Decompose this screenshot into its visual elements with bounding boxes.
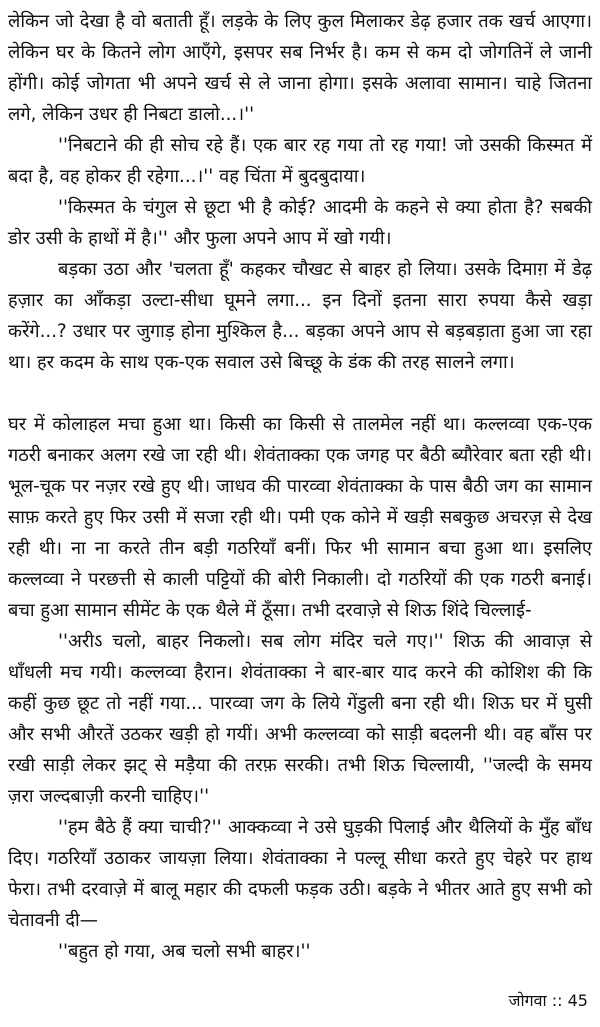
- paragraph-8: ''बहुत हो गया, अब चलो सभी बाहर।'': [58, 941, 311, 962]
- paragraph-5: घर में कोलाहल मचा हुआ था। किसी का किसी से तालमेल नहीं था। कल्लव्वा एक-एक गठरी बनाकर अलग रखे जा रही थी। शेवंताक्का एक जगह पर बैठी ब्यौरेवार बता रही थी। भूल-चूक पर नज़र रखे हुए थी। जाधव की पारव्वा शेवंताक्का के पास बैठी जग का सामान साफ़ करते हुए फिर उसी में सजा रही थी। पमी एक कोने में खड़ी सबकुछ अचरज़ से देख रही थी। ना ना करते तीन बड़ी गठरियाँ बनीं। फिर भी सामान बचा हुआ था। इसलिए कल्लव्वा ने परछत्ती से काली पट्टियों की बोरी निकाली। दो गठरियों की एक गठरी बनाई। बचा हुआ सामान सीमेंट के एक थैले में ठूँसा। तभी दरवाज़े से शिऊ शिंदे चिल्लाई-: [8, 414, 592, 621]
- page-folio: जोगवा :: 45: [508, 991, 588, 1010]
- paragraph-2: ''निबटाने की ही सोच रहे हैं। एक बार रह गया तो रह गया! जो उसकी किस्मत में बदा है, वह होकर ही रहेगा...।'' वह चिंता में बुदबुदाया।: [8, 135, 592, 187]
- paragraph-6: ''अरीऽ चलो, बाहर निकलो। सब लोग मंदिर चले गए।'' शिऊ की आवाज़ से धाँधली मच गयी। कल्लव्वा हैरान। शेवंताक्का ने बार-बार याद करने की कोशिश की कि कहीं कुछ छूट तो नहीं गया... पारव्वा जग के लिये गेंडुली बना रही थी। शिऊ घर में घुसी और सभी औरतें उठकर खड़ी हो गयीं। अभी कल्लव्वा को साड़ी बदलनी थी। वह बाँस पर रखी साड़ी लेकर झट् से मड़ैया की तरफ़ सरकी। तभी शिऊ चिल्लायी, ''जल्दी के समय ज़रा जल्दबाज़ी करनी चाहिए।'': [8, 631, 592, 807]
- text-section-2: [8, 409, 592, 967]
- text-section-1: [8, 6, 592, 378]
- paragraph-1: लेकिन जो देखा है वो बताती हूँ। लड़के के लिए कुल मिलाकर डेढ़ हजार तक खर्च आएगा। लेकिन घर के कितने लोग आएँगे, इसपर सब निर्भर है। कम से कम दो जोगतिनें ले जानी होंगी। कोई जोगता भी अपने खर्च से ले जाना होगा। इसके अलावा सामान। चाहे जितना लगे, लेकिन उधर ही निबटा डालो...।'': [8, 11, 592, 125]
- paragraph-4: बड़का उठा और 'चलता हूँ' कहकर चौखट से बाहर हो लिया। उसके दिमाग़ में डेढ़ हज़ार का आँकड़ा उल्टा-सीधा घूमने लगा... इन दिनों इतना सारा रुपया कैसे खड़ा करेंगे...? उधार पर जुगाड़ होना मुश्किल है... बड़का अपने आप से बड़बड़ाता हुआ जा रहा था। हर कदम के साथ एक-एक सवाल उसे बिच्छू के डंक की तरह सालने लगा।: [8, 259, 592, 373]
- paragraph-3: ''किस्मत के चंगुल से छूटा भी है कोई? आदमी के कहने से क्या होता है? सबकी डोर उसी के हाथों में है।'' और फुला अपने आप में खो गयी।: [8, 197, 592, 249]
- section-break: [8, 378, 592, 409]
- paragraph-7: ''हम बैठे हैं क्या चाची?'' आक्कव्वा ने उसे घुड़की पिलाई और थैलियों के मुँह बाँध दिए। गठरियाँ उठाकर जायज़ा लिया। शेवंताक्का ने पल्लू सीधा करते हुए चेहरे पर हाथ फेरा। तभी दरवाज़े में बालू महार की दफली फड़क उठी। बड़के ने भीतर आते हुए सभी को चेतावनी दी—: [8, 817, 592, 931]
